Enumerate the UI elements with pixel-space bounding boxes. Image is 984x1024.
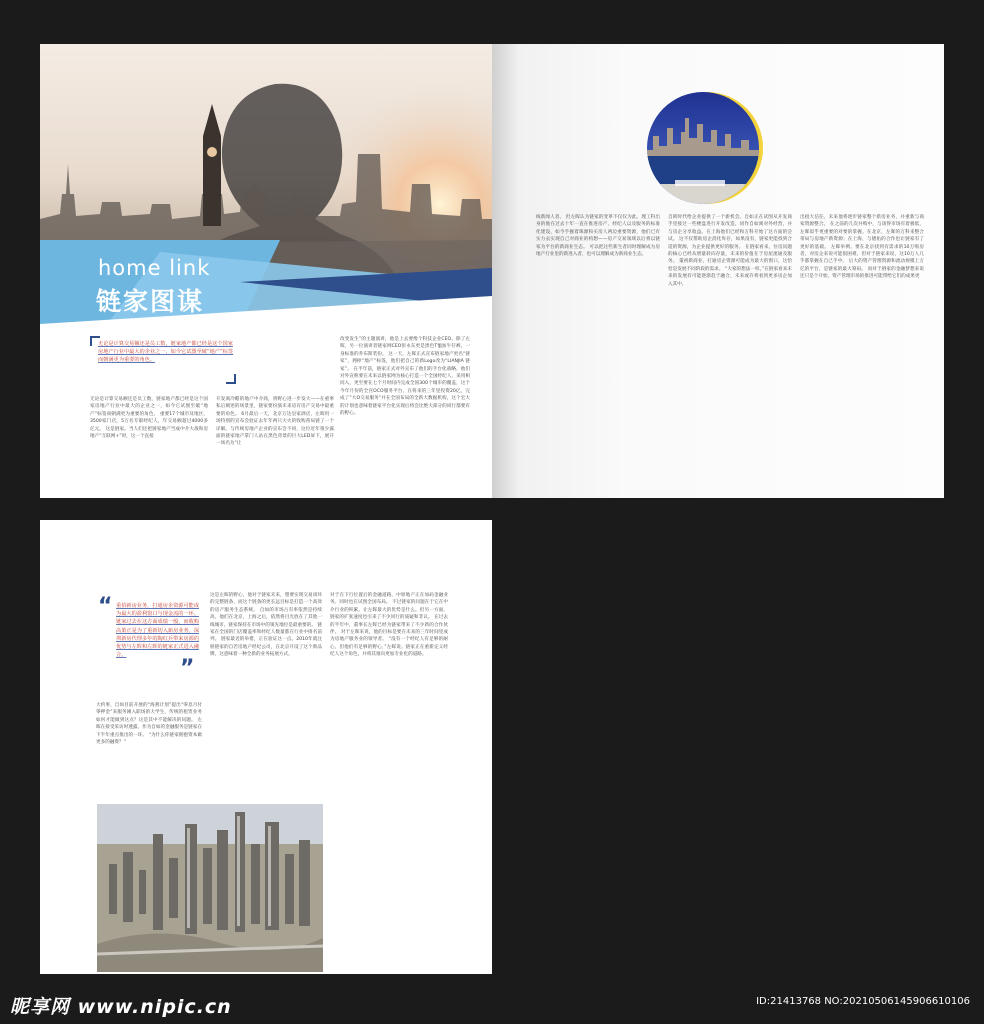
- pull-quote: [90, 336, 236, 384]
- spread-left-page: [40, 44, 492, 498]
- pull-quote-bottom-text: 重拾新房业务，打通房企资源可能成为最大的盈利窗口与现金流的一环。链家过去在这方面成绩一般，而收购高策正是为了重新切入新房业务。深圳新房代理多年的陶红兵带来房源的优势与左晖和左晖的链家正式进入融合。: [116, 603, 200, 659]
- article-column-8: 这是左晖的野心，他对于链家未来，想要实现交易闭环的完整链条，而这个链条的更长远目标是打造一个高效的房产服务生态系统。 自如的市场占有率依然是持续高，他们在北京、上海之后，依然将目光放在了其他一线城市，链家保持在市场中的领先地位是最重要的。 链家在全国的门店覆盖率和经纪人数量都在行业中排名前列。 链家最近的举措，正在验证这一点。2010年就注册链家的自若房地产经纪公司，在北京开设了这个新品牌，这意味着一种全新的业务拓展方式。: [210, 593, 322, 658]
- article-column-6: 出租大信任，未来他将逐步链家整个新房业务，并重新与商家资源整合。 在之前的几次并购中，与谈得市场有着极低，左晖似乎更重要的对要的掌握。在北京，左晖的万科来整合蒂局与房地产新资源；在上海，与德佑的合作也让链家有了更好的基础。 左晖举例。要在北京找到有需求的10万购房者，对房企来说可能很困难，但对于链家来说，这10万人几乎都掌握在自己手中。 后大的资产管理资源和流动规模上万亿的平台，是链家的最大筹码。 而对于链家的金融梦想来说还只是个开始，资产管理市场的推进可能带给它们的成果更: [800, 215, 924, 280]
- close-quote-icon: ”: [180, 656, 195, 681]
- harbor-city-image: [645, 88, 765, 208]
- article-column-5: 自锁时代给企业提供了一个新机会。自如正在试图从开发商手里接过一些楼盘进行开发改造，同作自如寓对外经营，并与房企分享收益。在上海他们已经和万科开始了这方面的尝试。 这不仅帮助房企消化库存，如果没有，链家更能找到合适的资源，为企业提供更好的服务。 在链家看来，住房问题的核心已经从增量转向存量，未来的价值在于房屋流通及服务。 董初新商业，打通房企资源可能成为最大的窗口，这恰恰是发展不同阶段的需求。 “大家的想法一样。”在链家看来未来的发展有可能逐渐趋于融合，未来或许将看到更多房企加入其中。: [668, 215, 792, 287]
- spread-right-page: [492, 44, 944, 498]
- site-watermark: 昵享网 www.nipic.cn: [10, 996, 232, 1018]
- pull-quote-text: 无论是计算交易额还是员工数，链家地产都已经是这个国家房地产行业中最大的企业之一，如今它试图至破“地产”标签而朝满更为重要的角色。: [98, 341, 234, 364]
- brand-english-title: home link: [98, 256, 211, 280]
- open-quote-icon: “: [98, 594, 113, 619]
- image-id-watermark: ID:21413768 NO:20210506145906610106: [756, 996, 970, 1007]
- brand-chinese-title: 链家图谋: [96, 287, 205, 316]
- article-column-9: 对于在下行位置后的金融道路，中原地产正在加码金融业务。同时也在试图全国布局。 不过链家的问题在于它在中介行业的积累。让左晖最大的优势是什么。但另一方面，链家的扩张速度也引来了不少同行的质疑和非议。 在过去的半年中，董事长左晖已经为链家带来了不少新的合作伙伴。 对于左晖来说，他的目标是要在未来的三年时间里成为房地产服务业的领导者。 “没有一个经纪人有足够的耐心，但他们有足够的野心，”左晖说。链家正在重新定义经纪人这个角色，并将其推向更加专业化的道路。: [330, 593, 448, 658]
- article-column-1: 无论是计算交易额还是员工数，链家地产都已经是这个国家房地产行业中最大的企业之一，如今它试图至破“地产”标签而朝满更为重要的角色。 重要17个城市及地区，3500家门店，5万名专职经纪人，年交易额超过4000多亿元。 这是链家。当人们还把链家地产当成中介大战和房地产“互联网+”时，这一个直接: [90, 397, 208, 440]
- skyscraper-image: [97, 804, 323, 972]
- article-column-3: 改变发生”的主题演讲，他是上去要像个科技企业CEO。除了左晖，另一位演讲者链家网CEO彭永东更是黑色T恤加牛仔裤，一身标准的乔布斯装扮。 这一天，左晖正式宣布链家地产更名“链家”，拥掉“地产”标签，他们把自己的新Logo改为“LIANJIA 链家”。 在半年前，链家正式对外宣布了他们的手台化战略，他们对外宣称要在未来以链家网为核心打造一个全国经纪人，采用相同入，更至要在七个月时间内完成全国300个城市的覆盖，这个今年月份的全宫OCO服务平台，在将来的三年里投资20亿，完成了“大O交易服务”并在全国布局的全新大数据机构，这个宏大的计划也意味着链家平台化实现后将会比绝大部分的同行都要有的野心。: [340, 337, 470, 417]
- bottom-page: [40, 520, 492, 974]
- city-aerial-photo: [97, 804, 323, 972]
- harbor-photo-circle: [645, 88, 765, 208]
- article-column-7: 大约事，自如目前开展的“海燕计划”提出“零息月付零押金”来服务刚入职场的大学生，传统的租赁业务如何才能做到这点？这是其中不能解决的问题。 左晖在接受采访时透露，作为自如的金融服务是链家在下半年重点推出的一环。 “为什么你链家拥抱资本做更多的融资？”: [96, 703, 202, 746]
- quote-corner-bottom-right: [226, 374, 236, 384]
- article-column-4: 线新闻人者。 但左晖认为链家的变革不仅仅为此。理工科出身的他在过去十年一直在推进房产、经纪人以及服务的标准化建设，如今手握着珠源和买房人两边重要资源，他们已有实力去实现自己对商业的构想——房产交易领域以后将以链家为平台的新商业生态。 可以把这些新生者同时理解成为房地产行业里的新进入者，也可以理解成为新商业生态。: [536, 215, 660, 258]
- article-column-2: 开发商冷酷的地产中介商，将野心进一步发大——在重事私后阐述的场景里，链家要扮演未来房有房产交易中最重要的角色。 6月最后一天，北京万达皇家酒店，左晖用一场特别的宣布会验证去年年两只大火的收购蒂局链了一个详解。与传统房地产企业的宣布会不同，这位近年很少露面的链家地产掌门人站在黑色背景的巨大LED屏下，展开一场名为“让: [216, 397, 334, 447]
- hero-photo: [40, 44, 492, 334]
